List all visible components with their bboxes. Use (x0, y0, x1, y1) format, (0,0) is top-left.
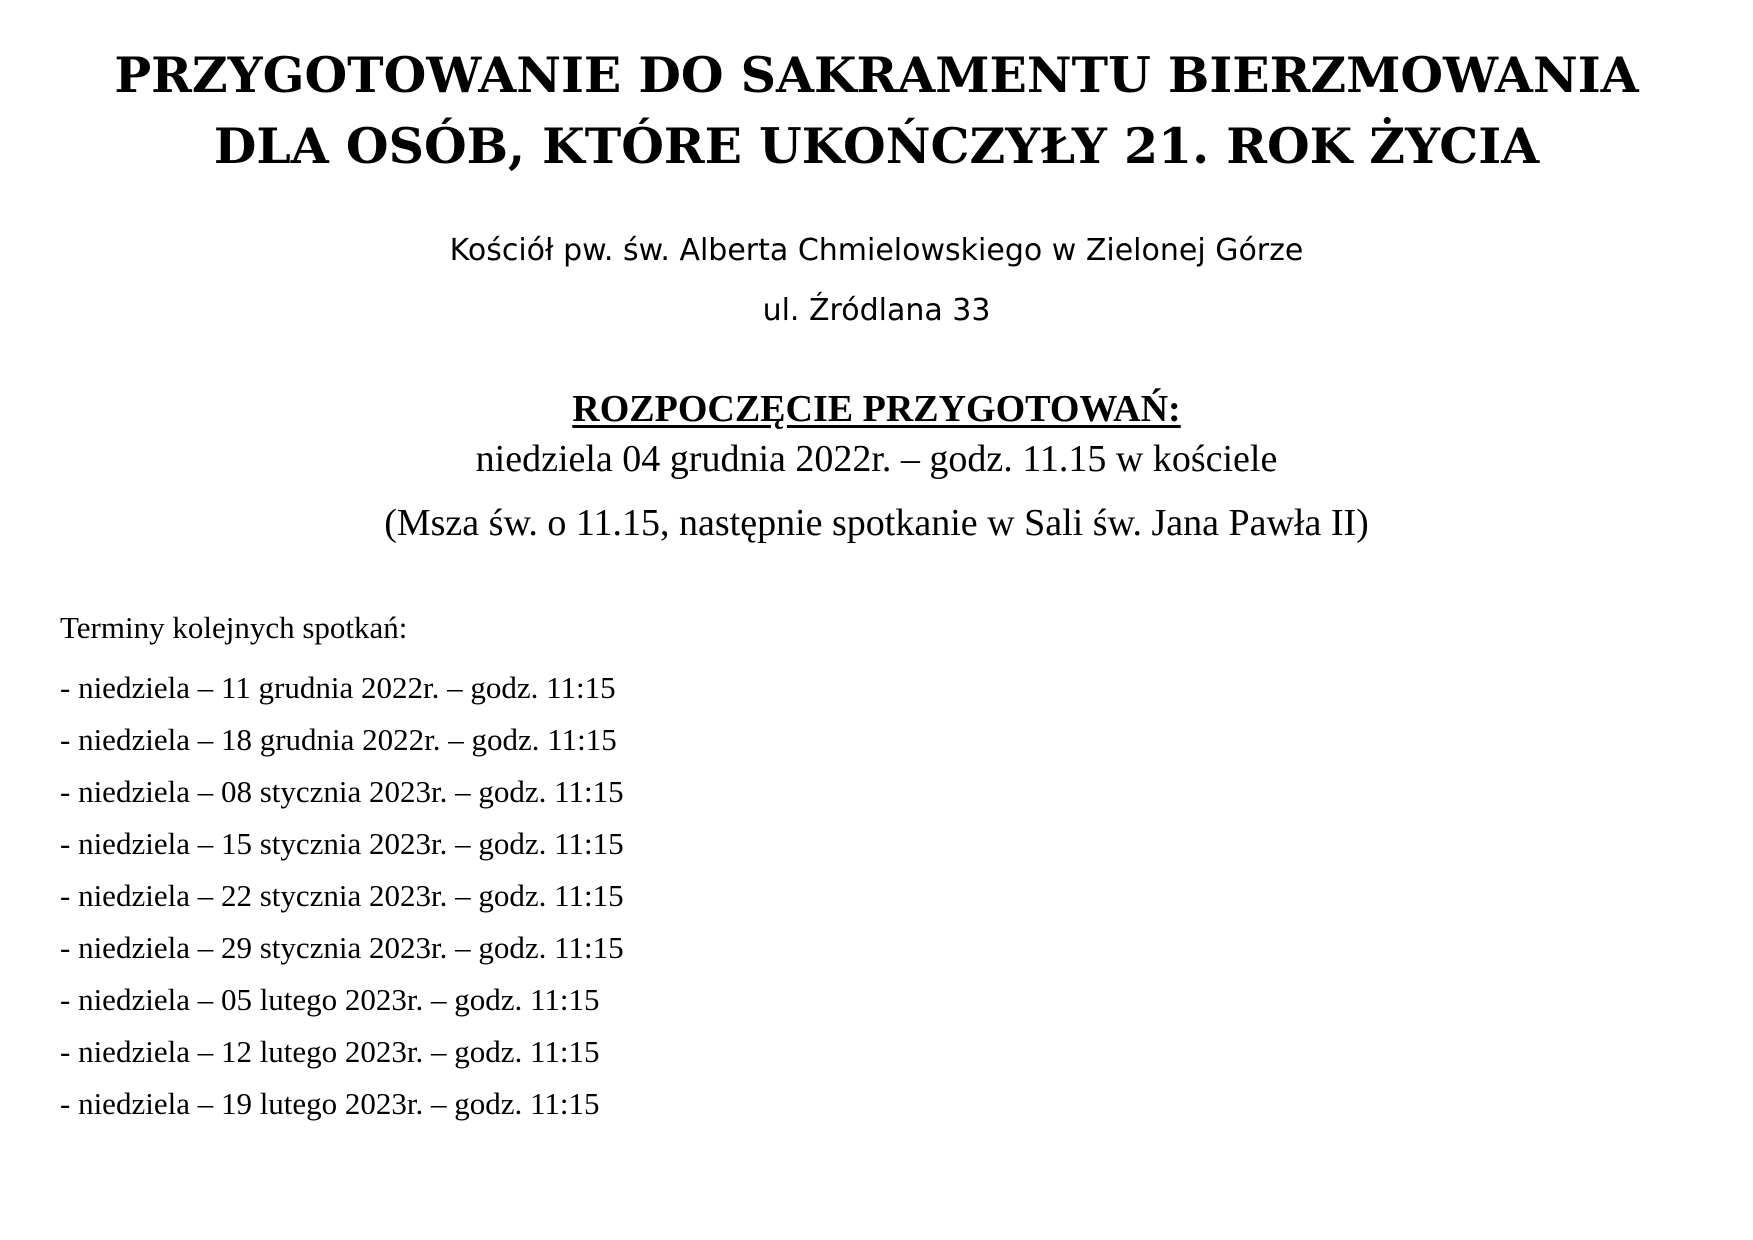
start-note-line: (Msza św. o 11.15, następnie spotkanie w Sali św. Jana Pawła II) (384, 502, 1369, 544)
title-line-1: PRZYGOTOWANIE DO SAKRAMENTU BIERZMOWANIA (114, 46, 1639, 104)
list-item: - niedziela – 29 stycznia 2023r. – godz. 11:15 (60, 930, 624, 965)
meetings-list (60, 662, 624, 1130)
start-heading (0, 387, 1753, 431)
list-item: - niedziela – 05 lutego 2023r. – godz. 11:15 (60, 982, 600, 1017)
street-address: ul. Źródlana 33 (762, 293, 991, 328)
start-heading-text: ROZPOCZĘCIE PRZYGOTOWAŃ: (572, 388, 1181, 430)
list-item: - niedziela – 08 stycznia 2023r. – godz. 11:15 (60, 774, 624, 809)
list-item: - niedziela – 19 lutego 2023r. – godz. 11:15 (60, 1086, 600, 1121)
list-item: - niedziela – 12 lutego 2023r. – godz. 11:15 (60, 1034, 600, 1069)
title-line-2: DLA OSÓB, KTÓRE UKOŃCZYŁY 21. ROK ŻYCIA (213, 117, 1540, 175)
church-name: Kościół pw. św. Alberta Chmielowskiego w Zielonej Górze (449, 233, 1304, 268)
list-item: - niedziela – 15 stycznia 2023r. – godz. 11:15 (60, 826, 624, 861)
meetings-heading: Terminy kolejnych spotkań: (60, 610, 408, 645)
start-date-line: niedziela 04 grudnia 2022r. – godz. 11.15 w kościele (475, 438, 1278, 480)
list-item: - niedziela – 11 grudnia 2022r. – godz. 11:15 (60, 670, 616, 705)
list-item: - niedziela – 22 stycznia 2023r. – godz. 11:15 (60, 878, 624, 913)
list-item: - niedziela – 18 grudnia 2022r. – godz. 11:15 (60, 722, 617, 757)
